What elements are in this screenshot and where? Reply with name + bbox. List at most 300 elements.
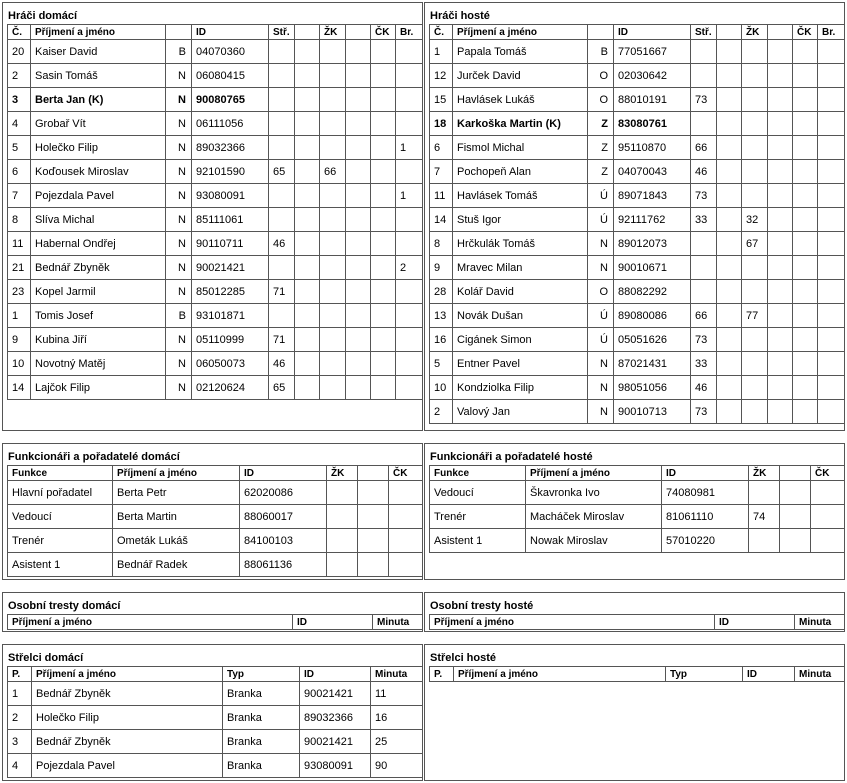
- yellow-card-minute-2: [780, 529, 811, 553]
- goals-count: [818, 64, 845, 88]
- player-code: Ú: [588, 328, 614, 352]
- scorer-order: 1: [8, 682, 32, 706]
- red-card-minute: [371, 64, 396, 88]
- goal-type: Branka: [223, 730, 300, 754]
- player-id: 87021431: [614, 352, 691, 376]
- away-penalties-title: Osobní tresty hosté: [430, 600, 534, 612]
- column-header: ŽK: [749, 466, 780, 481]
- home-penalties-panel: [2, 592, 423, 632]
- away-scorers-panel: [424, 644, 845, 781]
- yellow-card-minute-2: [768, 232, 793, 256]
- goals-count: [818, 40, 845, 64]
- goals-count: 2: [396, 256, 423, 280]
- yellow-card-minute-2: [346, 40, 371, 64]
- player-name: Kolář David: [453, 280, 588, 304]
- goal-minute: [269, 40, 295, 64]
- player-id: 93080091: [192, 184, 269, 208]
- table-row: [430, 529, 845, 553]
- goal-minute-2: [295, 136, 320, 160]
- yellow-card-minute: [320, 208, 346, 232]
- goal-minute: [691, 112, 717, 136]
- player-id: 89071843: [614, 184, 691, 208]
- goal-minute: [269, 64, 295, 88]
- column-header: Příjmení a jméno: [453, 25, 588, 40]
- goal-minute: 46: [691, 160, 717, 184]
- yellow-card-minute-2: [358, 529, 389, 553]
- red-card-minute: [371, 208, 396, 232]
- goals-count: [818, 160, 845, 184]
- player-id: 98051056: [614, 376, 691, 400]
- player-name: Slíva Michal: [31, 208, 166, 232]
- table-row: [430, 505, 845, 529]
- table-row: [430, 112, 845, 136]
- player-code: N: [166, 256, 192, 280]
- player-code: Ú: [588, 304, 614, 328]
- player-id: 89012073: [614, 232, 691, 256]
- yellow-card-minute-2: [346, 64, 371, 88]
- goal-minute-2: [295, 184, 320, 208]
- player-name: Havlásek Tomáš: [453, 184, 588, 208]
- yellow-card-minute-2: [768, 184, 793, 208]
- official-role: Hlavní pořadatel: [8, 481, 113, 505]
- column-header: Příjmení a jméno: [31, 25, 166, 40]
- column-header: ID: [240, 466, 327, 481]
- player-id: 90010713: [614, 400, 691, 424]
- player-number: 13: [430, 304, 453, 328]
- table-row: [430, 232, 845, 256]
- player-code: B: [588, 40, 614, 64]
- goal-minute-2: [295, 112, 320, 136]
- player-name: Mravec Milan: [453, 256, 588, 280]
- table-header-row: [430, 466, 845, 481]
- yellow-card-minute: [327, 553, 358, 577]
- goal-minute: [269, 112, 295, 136]
- goal-minute: 66: [691, 304, 717, 328]
- player-id: 77051667: [614, 40, 691, 64]
- column-header: Č.: [8, 25, 31, 40]
- column-header: Br.: [818, 25, 845, 40]
- player-number: 5: [8, 136, 31, 160]
- player-name: Pojezdala Pavel: [31, 184, 166, 208]
- table-row: [430, 208, 845, 232]
- table-row: [430, 376, 845, 400]
- table-row: [8, 136, 423, 160]
- red-card-minute: [793, 184, 818, 208]
- column-header: ID: [192, 25, 269, 40]
- yellow-card-minute: 77: [742, 304, 768, 328]
- table-row: [8, 304, 423, 328]
- player-number: 2: [8, 64, 31, 88]
- player-code: B: [166, 304, 192, 328]
- player-id: 88082292: [614, 280, 691, 304]
- player-code: O: [588, 88, 614, 112]
- yellow-card-minute-2: [346, 136, 371, 160]
- column-header: ID: [662, 466, 749, 481]
- scorer-name: Pojezdala Pavel: [32, 754, 223, 778]
- player-number: 10: [430, 376, 453, 400]
- official-name: Ometák Lukáš: [113, 529, 240, 553]
- table-header-row: [8, 615, 423, 630]
- red-card-minute: [811, 481, 845, 505]
- goal-minute-2: [295, 352, 320, 376]
- yellow-card-minute-2: [768, 64, 793, 88]
- yellow-card-minute-2: [768, 304, 793, 328]
- official-id: 74080981: [662, 481, 749, 505]
- goal-minute-2: [717, 376, 742, 400]
- red-card-minute: [793, 280, 818, 304]
- goals-count: [396, 280, 423, 304]
- red-card-minute: [793, 160, 818, 184]
- column-header: Příjmení a jméno: [430, 615, 715, 630]
- column-header: Minuta: [371, 667, 423, 682]
- column-header: ŽK: [320, 25, 346, 40]
- yellow-card-minute: 67: [742, 232, 768, 256]
- goal-minute-2: [717, 208, 742, 232]
- yellow-card-minute: [320, 376, 346, 400]
- table-header-row: [430, 25, 845, 40]
- column-header: ID: [743, 667, 795, 682]
- player-id: 02030642: [614, 64, 691, 88]
- player-code: Z: [588, 160, 614, 184]
- goal-minute: [269, 208, 295, 232]
- goals-count: [818, 328, 845, 352]
- yellow-card-minute-2: [346, 352, 371, 376]
- goal-minute-2: [295, 208, 320, 232]
- table-row: [8, 256, 423, 280]
- column-header: Příjmení a jméno: [454, 667, 666, 682]
- away-players-title: Hráči hosté: [430, 10, 490, 22]
- yellow-card-minute: 74: [749, 505, 780, 529]
- goal-minute-2: [717, 88, 742, 112]
- player-name: Pochopeň Alan: [453, 160, 588, 184]
- player-id: 06111056: [192, 112, 269, 136]
- player-number: 7: [430, 160, 453, 184]
- official-name: Berta Martin: [113, 505, 240, 529]
- goal-type: Branka: [223, 682, 300, 706]
- yellow-card-minute: [320, 88, 346, 112]
- player-code: N: [588, 400, 614, 424]
- column-header: Funkce: [430, 466, 526, 481]
- player-code: N: [166, 112, 192, 136]
- player-code: N: [166, 88, 192, 112]
- yellow-card-minute-2: [346, 88, 371, 112]
- column-header: ŽK: [742, 25, 768, 40]
- player-id: 90021421: [192, 256, 269, 280]
- table-row: [8, 112, 423, 136]
- goal-minute-2: [717, 280, 742, 304]
- yellow-card-minute: [749, 529, 780, 553]
- goal-minute: 65: [269, 160, 295, 184]
- red-card-minute: [371, 136, 396, 160]
- goal-minute-2: [717, 256, 742, 280]
- player-name: Kopel Jarmil: [31, 280, 166, 304]
- table-row: [430, 256, 845, 280]
- scorer-order: 4: [8, 754, 32, 778]
- player-name: Sasin Tomáš: [31, 64, 166, 88]
- player-id: 85012285: [192, 280, 269, 304]
- official-name: Bednář Radek: [113, 553, 240, 577]
- yellow-card-minute: [742, 328, 768, 352]
- player-id: 92101590: [192, 160, 269, 184]
- home-officials-table: [7, 465, 423, 577]
- yellow-card-minute: [742, 112, 768, 136]
- goal-minute: 46: [269, 352, 295, 376]
- official-id: 88061136: [240, 553, 327, 577]
- home-penalties-table: [7, 614, 423, 630]
- goals-count: [396, 208, 423, 232]
- yellow-card-minute: [742, 40, 768, 64]
- player-name: Koďousek Miroslav: [31, 160, 166, 184]
- column-header: [717, 25, 742, 40]
- home-scorers-title: Střelci domácí: [8, 652, 84, 664]
- goals-count: [818, 88, 845, 112]
- player-code: N: [588, 232, 614, 256]
- yellow-card-minute-2: [768, 88, 793, 112]
- goals-count: [818, 112, 845, 136]
- table-header-row: [430, 615, 845, 630]
- player-number: 4: [8, 112, 31, 136]
- player-name: Entner Pavel: [453, 352, 588, 376]
- red-card-minute: [793, 256, 818, 280]
- yellow-card-minute-2: [768, 328, 793, 352]
- goal-minute-2: [295, 40, 320, 64]
- column-header: Typ: [223, 667, 300, 682]
- player-name: Tomis Josef: [31, 304, 166, 328]
- yellow-card-minute-2: [768, 280, 793, 304]
- player-name: Holečko Filip: [31, 136, 166, 160]
- yellow-card-minute-2: [346, 304, 371, 328]
- player-number: 14: [430, 208, 453, 232]
- official-role: Asistent 1: [430, 529, 526, 553]
- player-name: Grobař Vít: [31, 112, 166, 136]
- player-code: N: [166, 184, 192, 208]
- table-row: [8, 160, 423, 184]
- goal-minute: [269, 88, 295, 112]
- player-code: N: [588, 256, 614, 280]
- table-row: [8, 232, 423, 256]
- column-header: ID: [614, 25, 691, 40]
- player-code: Z: [588, 136, 614, 160]
- goal-minute: [269, 184, 295, 208]
- away-officials-title: Funkcionáři a pořadatelé hosté: [430, 451, 593, 463]
- goals-count: [396, 88, 423, 112]
- column-header: [358, 466, 389, 481]
- table-header-row: [8, 667, 423, 682]
- player-number: 7: [8, 184, 31, 208]
- yellow-card-minute: [320, 304, 346, 328]
- column-header: Č.: [430, 25, 453, 40]
- player-name: Novotný Matěj: [31, 352, 166, 376]
- goals-count: [818, 232, 845, 256]
- official-role: Asistent 1: [8, 553, 113, 577]
- red-card-minute: [371, 328, 396, 352]
- goals-count: [396, 160, 423, 184]
- red-card-minute: [793, 88, 818, 112]
- player-number: 10: [8, 352, 31, 376]
- goal-minute: [691, 256, 717, 280]
- goal-minute: 71: [269, 328, 295, 352]
- yellow-card-minute-2: [346, 184, 371, 208]
- table-row: [8, 505, 423, 529]
- yellow-card-minute: [742, 160, 768, 184]
- player-name: Karkoška Martin (K): [453, 112, 588, 136]
- goal-minute-2: [717, 352, 742, 376]
- red-card-minute: [811, 529, 845, 553]
- table-row: [8, 352, 423, 376]
- scorer-name: Bednář Zbyněk: [32, 730, 223, 754]
- player-number: 3: [8, 88, 31, 112]
- player-id: 95110870: [614, 136, 691, 160]
- player-id: 85111061: [192, 208, 269, 232]
- player-id: 02120624: [192, 376, 269, 400]
- column-header: Funkce: [8, 466, 113, 481]
- scorer-id: 93080091: [300, 754, 371, 778]
- goal-minute-2: [295, 64, 320, 88]
- goal-minute: 25: [371, 730, 423, 754]
- yellow-card-minute: [742, 136, 768, 160]
- goal-minute: 16: [371, 706, 423, 730]
- goal-minute: [691, 40, 717, 64]
- player-number: 23: [8, 280, 31, 304]
- yellow-card-minute: [320, 136, 346, 160]
- yellow-card-minute: [320, 184, 346, 208]
- scorer-name: Holečko Filip: [32, 706, 223, 730]
- player-name: Cigánek Simon: [453, 328, 588, 352]
- scorer-order: 2: [8, 706, 32, 730]
- column-header: Typ: [666, 667, 743, 682]
- column-header: Stř.: [269, 25, 295, 40]
- home-penalties-title: Osobní tresty domácí: [8, 600, 121, 612]
- home-officials-title: Funkcionáři a pořadatelé domácí: [8, 451, 180, 463]
- yellow-card-minute: [742, 280, 768, 304]
- player-id: 92111762: [614, 208, 691, 232]
- red-card-minute: [371, 352, 396, 376]
- goal-minute: [691, 232, 717, 256]
- goal-minute-2: [717, 40, 742, 64]
- yellow-card-minute-2: [346, 280, 371, 304]
- column-header: ID: [300, 667, 371, 682]
- away-penalties-table: [429, 614, 845, 630]
- table-row: [8, 280, 423, 304]
- red-card-minute: [371, 184, 396, 208]
- goal-type: Branka: [223, 706, 300, 730]
- goals-count: 1: [396, 136, 423, 160]
- yellow-card-minute-2: [768, 256, 793, 280]
- home-players-panel: [2, 2, 423, 431]
- red-card-minute: [793, 136, 818, 160]
- player-number: 12: [430, 64, 453, 88]
- table-row: [8, 481, 423, 505]
- red-card-minute: [371, 232, 396, 256]
- yellow-card-minute: [320, 328, 346, 352]
- yellow-card-minute-2: [358, 481, 389, 505]
- table-row: [430, 481, 845, 505]
- column-header: Stř.: [691, 25, 717, 40]
- player-id: 89080086: [614, 304, 691, 328]
- yellow-card-minute-2: [346, 208, 371, 232]
- table-row: [430, 328, 845, 352]
- red-card-minute: [793, 208, 818, 232]
- away-officials-panel: [424, 443, 845, 580]
- player-number: 20: [8, 40, 31, 64]
- goals-count: [818, 208, 845, 232]
- official-id: 88060017: [240, 505, 327, 529]
- column-header: Minuta: [373, 615, 423, 630]
- red-card-minute: [371, 376, 396, 400]
- player-name: Habernal Ondřej: [31, 232, 166, 256]
- player-id: 06050073: [192, 352, 269, 376]
- column-header: Br.: [396, 25, 423, 40]
- goal-minute: 66: [691, 136, 717, 160]
- goal-minute: 73: [691, 400, 717, 424]
- player-number: 11: [430, 184, 453, 208]
- yellow-card-minute-2: [768, 400, 793, 424]
- goals-count: [818, 280, 845, 304]
- player-number: 18: [430, 112, 453, 136]
- yellow-card-minute-2: [768, 112, 793, 136]
- goal-minute: [269, 304, 295, 328]
- player-name: Berta Jan (K): [31, 88, 166, 112]
- yellow-card-minute: [742, 64, 768, 88]
- away-officials-table: [429, 465, 845, 553]
- scorer-order: 3: [8, 730, 32, 754]
- red-card-minute: [793, 112, 818, 136]
- yellow-card-minute-2: [358, 553, 389, 577]
- scorer-name: Bednář Zbyněk: [32, 682, 223, 706]
- player-code: O: [588, 64, 614, 88]
- yellow-card-minute-2: [346, 328, 371, 352]
- table-row: [430, 304, 845, 328]
- yellow-card-minute: [320, 64, 346, 88]
- goals-count: [396, 40, 423, 64]
- player-code: O: [588, 280, 614, 304]
- player-number: 1: [8, 304, 31, 328]
- player-number: 28: [430, 280, 453, 304]
- table-row: [430, 400, 845, 424]
- table-row: [430, 280, 845, 304]
- yellow-card-minute-2: [768, 136, 793, 160]
- goal-minute-2: [717, 328, 742, 352]
- official-id: 81061110: [662, 505, 749, 529]
- yellow-card-minute: [742, 376, 768, 400]
- away-players-panel: [424, 2, 845, 431]
- official-role: Trenér: [430, 505, 526, 529]
- goals-count: [818, 256, 845, 280]
- column-header: Příjmení a jméno: [8, 615, 293, 630]
- red-card-minute: [371, 40, 396, 64]
- table-row: [430, 160, 845, 184]
- home-officials-panel: [2, 443, 423, 580]
- player-number: 9: [430, 256, 453, 280]
- player-id: 90080765: [192, 88, 269, 112]
- goal-minute: 33: [691, 208, 717, 232]
- red-card-minute: [793, 304, 818, 328]
- yellow-card-minute: 66: [320, 160, 346, 184]
- goal-minute: 33: [691, 352, 717, 376]
- table-row: [8, 184, 423, 208]
- column-header: ID: [715, 615, 795, 630]
- yellow-card-minute: [320, 40, 346, 64]
- player-name: Fismol Michal: [453, 136, 588, 160]
- column-header: P.: [430, 667, 454, 682]
- player-number: 15: [430, 88, 453, 112]
- goals-count: [396, 64, 423, 88]
- player-name: Hrčkulák Tomáš: [453, 232, 588, 256]
- yellow-card-minute: [320, 232, 346, 256]
- column-header: [780, 466, 811, 481]
- player-id: 93101871: [192, 304, 269, 328]
- player-number: 16: [430, 328, 453, 352]
